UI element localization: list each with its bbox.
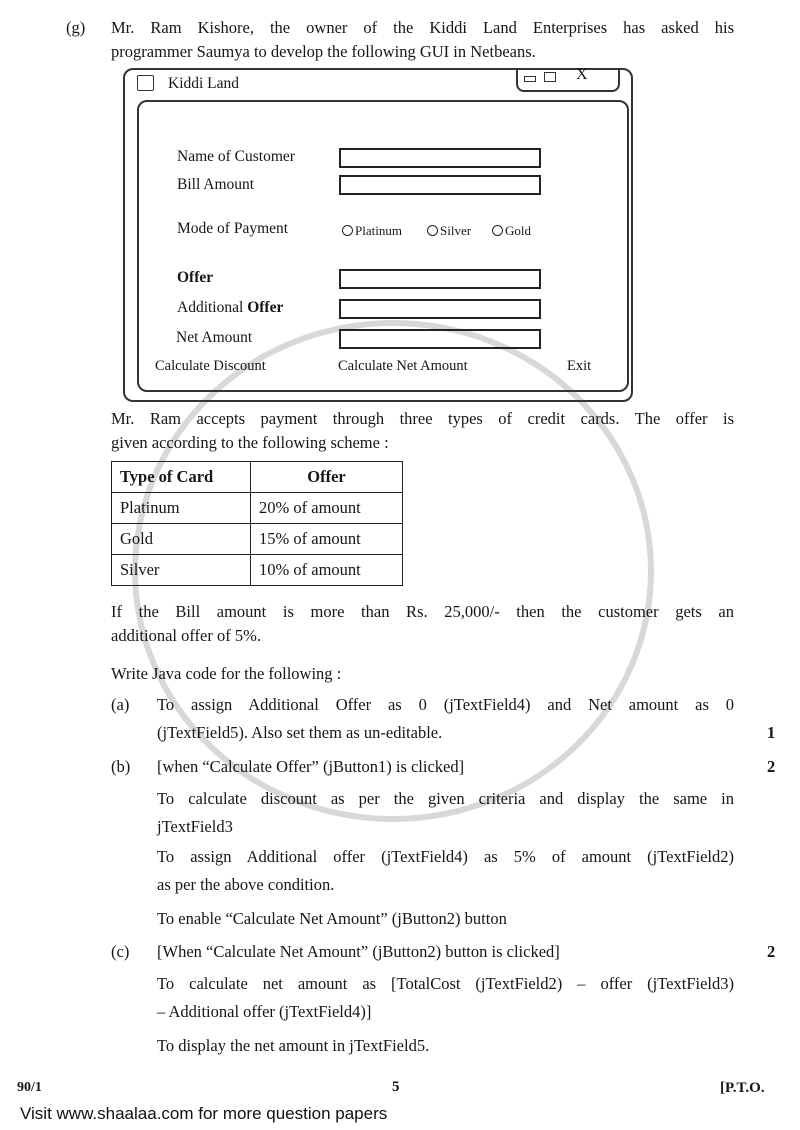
app-icon (137, 75, 154, 91)
label-offer: Offer (177, 269, 214, 286)
label-name: Name of Customer (177, 148, 295, 165)
part-line: To assign Additional Offer as 0 (jTextField4) and Net amount as 0 (157, 695, 734, 714)
paragraph-line: given according to the following scheme : (111, 433, 389, 452)
label-net: Net Amount (176, 329, 253, 346)
radio-label: Platinum (355, 223, 402, 238)
intro-line: Mr. Ram Kishore, the owner of the Kiddi Land Enterprises has asked his (111, 18, 734, 37)
table-cell: Silver (112, 555, 251, 586)
part-line: [when “Calculate Offer” (jButton1) is clicked] (157, 757, 465, 776)
additional-offer-field[interactable] (339, 299, 541, 319)
part-line: To enable “Calculate Net Amount” (jButton2) button (157, 909, 507, 928)
table-row (112, 555, 403, 586)
paragraph-line: additional offer of 5%. (111, 626, 261, 645)
window-title: Kiddi Land (168, 75, 240, 92)
intro-line: programmer Saumya to develop the following GUI in Netbeans. (111, 42, 536, 61)
label-text-bold: Offer (247, 299, 284, 316)
offer-table (111, 461, 403, 586)
bill-amount-field[interactable] (339, 175, 541, 195)
part-line: To display the net amount in jTextField5. (157, 1036, 430, 1055)
part-line: To calculate discount as per the given criteria and display the same in (157, 789, 734, 808)
paper-code: 90/1 (17, 1080, 42, 1095)
calculate-net-amount-button[interactable]: Calculate Net Amount (338, 358, 468, 374)
table-cell: Gold (112, 524, 251, 555)
table-cell: 20% of amount (251, 493, 403, 524)
radio-gold[interactable] (492, 223, 531, 239)
paragraph-line: Mr. Ram accepts payment through three types of credit cards. The offer is (111, 409, 734, 428)
table-cell: Platinum (112, 493, 251, 524)
name-field[interactable] (339, 148, 541, 168)
exit-button[interactable]: Exit (567, 358, 592, 374)
label-bill: Bill Amount (177, 176, 255, 193)
part-label: (c) (111, 942, 130, 961)
question-label: (g) (66, 18, 86, 37)
part-line: – Additional offer (jTextField4)] (157, 1002, 372, 1021)
part-line: To calculate net amount as [TotalCost (jTextField2) – offer (jTextField3) (157, 974, 734, 993)
marks: 2 (767, 942, 776, 961)
net-amount-field[interactable] (339, 329, 541, 349)
paragraph-line: Write Java code for the following : (111, 664, 342, 683)
part-line: To assign Additional offer (jTextField4) as 5% of amount (jTextField2) (157, 847, 734, 866)
table-header: Offer (251, 462, 403, 493)
part-line: (jTextField5). Also set them as un-editable. (157, 723, 443, 742)
radio-label: Silver (440, 223, 472, 238)
table-cell: 15% of amount (251, 524, 403, 555)
table-row (112, 493, 403, 524)
pto-label: [P.T.O. (720, 1080, 765, 1096)
calculate-discount-button[interactable]: Calculate Discount (155, 358, 266, 374)
table-cell: 10% of amount (251, 555, 403, 586)
radio-label: Gold (505, 223, 531, 238)
part-line: jTextField3 (157, 817, 233, 836)
table-header-row (112, 462, 403, 493)
maximize-icon[interactable] (544, 72, 556, 82)
website-banner-link[interactable]: Visit www.shaalaa.com for more question papers (20, 1104, 388, 1123)
radio-silver[interactable] (427, 223, 471, 239)
part-line: [When “Calculate Net Amount” (jButton2) button is clicked] (157, 942, 560, 961)
offer-field[interactable] (339, 269, 541, 289)
part-label: (a) (111, 695, 130, 714)
page-number: 5 (392, 1079, 400, 1095)
label-additional-offer (177, 299, 283, 317)
marks: 1 (767, 723, 776, 742)
part-line: as per the above condition. (157, 875, 335, 894)
minimize-icon[interactable] (524, 76, 536, 82)
label-mode: Mode of Payment (177, 220, 289, 237)
part-label: (b) (111, 757, 131, 776)
table-row (112, 524, 403, 555)
marks: 2 (767, 757, 776, 776)
label-text: Additional (177, 299, 248, 316)
window-controls (516, 66, 620, 92)
close-icon[interactable]: X (576, 66, 588, 83)
radio-platinum[interactable] (342, 223, 402, 239)
table-header: Type of Card (112, 462, 251, 493)
paragraph-line: If the Bill amount is more than Rs. 25,000/- then the customer gets an (111, 602, 734, 621)
